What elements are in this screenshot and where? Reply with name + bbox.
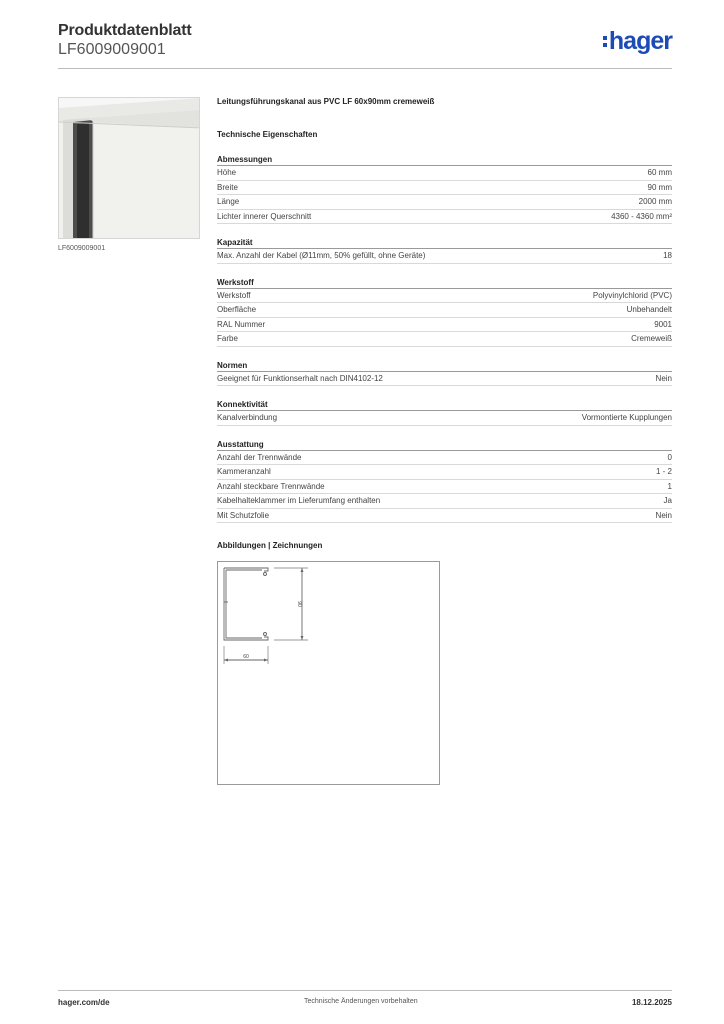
spec-row (217, 509, 672, 524)
spec-row (217, 494, 672, 509)
spec-value: Polyvinylchlorid (PVC) (592, 290, 672, 300)
footer-disclaimer: Technische Änderungen vorbehalten (304, 998, 418, 1005)
spec-section (217, 439, 672, 524)
header-divider (58, 68, 672, 69)
technical-drawing (217, 561, 440, 785)
width-dimension-label: 60 (243, 654, 249, 660)
spec-value: 60 mm (647, 168, 672, 177)
spec-row (217, 372, 672, 387)
spec-value: 9001 (654, 319, 672, 329)
logo-dots-icon (603, 34, 607, 48)
spec-value: 18 (663, 251, 672, 260)
spec-label: Oberfläche (217, 305, 257, 314)
spec-row (217, 195, 672, 210)
spec-label: Max. Anzahl der Kabel (Ø11mm, 50% gefüllt, ohne Geräte) (217, 251, 426, 260)
footer-website-link[interactable]: hager.com/de (58, 998, 110, 1007)
spec-value: Ja (663, 496, 672, 505)
height-dimension-label: 90 (296, 601, 302, 607)
spec-label: Kabelhalteklammer im Lieferumfang enthalten (217, 496, 381, 505)
image-caption: LF6009009001 (58, 245, 106, 252)
spec-row (217, 465, 672, 480)
section-title: Konnektivität (217, 399, 672, 411)
spec-value: 4360 - 4360 mm² (611, 211, 672, 221)
spec-value: 1 (667, 481, 672, 491)
spec-row (217, 411, 672, 426)
spec-label: Kanalverbindung (217, 413, 278, 422)
spec-row (217, 480, 672, 495)
section-title: Abmessungen (217, 154, 672, 166)
spec-label: Farbe (217, 334, 238, 343)
spec-row (217, 303, 672, 318)
product-image (58, 97, 200, 239)
spec-label: Kammeranzahl (217, 467, 271, 476)
spec-row (217, 318, 672, 333)
spec-section (217, 277, 672, 347)
hager-logo (603, 28, 672, 54)
spec-section (217, 399, 672, 426)
spec-value: Cremeweiß (631, 334, 672, 343)
spec-label: Länge (217, 197, 240, 206)
spec-label: Höhe (217, 168, 237, 177)
section-title: Ausstattung (217, 439, 672, 451)
cable-duct-illustration-icon (59, 98, 200, 239)
document-title: Produktdatenblatt (58, 22, 192, 39)
spec-section (217, 154, 672, 224)
spec-value: 2000 mm (638, 197, 672, 206)
spec-sections (217, 154, 672, 523)
spec-value: Nein (655, 510, 672, 520)
footer-date: 18.12.2025 (631, 998, 672, 1007)
page-header (58, 22, 672, 68)
spec-content (217, 96, 672, 523)
product-name: Leitungsführungskanal aus PVC LF 60x90mm cremeweiß (217, 97, 435, 106)
spec-row (217, 289, 672, 304)
spec-value: 1 - 2 (655, 467, 672, 476)
spec-value: Vormontierte Kupplungen (581, 413, 672, 422)
spec-label: Anzahl der Trennwände (217, 452, 302, 462)
spec-row (217, 332, 672, 347)
spec-row (217, 181, 672, 196)
spec-label: Breite (217, 182, 238, 192)
spec-row (217, 249, 672, 264)
spec-label: RAL Nummer (217, 319, 266, 329)
spec-label: Anzahl steckbare Trennwände (217, 481, 325, 491)
spec-value: Nein (655, 373, 672, 383)
spec-section (217, 237, 672, 264)
cross-section-drawing-icon (218, 562, 439, 784)
spec-label: Geeignet für Funktionserhalt nach DIN4102-12 (217, 373, 383, 383)
properties-heading: Technische Eigenschaften (217, 130, 318, 139)
section-title: Normen (217, 360, 672, 372)
section-title: Kapazität (217, 237, 672, 249)
drawings-title: Abbildungen | Zeichnungen (217, 541, 323, 550)
spec-value: 90 mm (647, 182, 672, 192)
spec-section (217, 360, 672, 387)
spec-label: Lichter innerer Querschnitt (217, 211, 312, 221)
spec-label: Mit Schutzfolie (217, 510, 270, 520)
product-number: LF6009009001 (58, 41, 166, 58)
section-title: Werkstoff (217, 277, 672, 289)
spec-value: 0 (667, 452, 672, 462)
footer-divider (58, 990, 672, 991)
spec-row (217, 451, 672, 466)
spec-value: Unbehandelt (626, 305, 672, 314)
spec-label: Werkstoff (217, 290, 251, 300)
spec-row (217, 166, 672, 181)
logo-text: hager (608, 27, 672, 55)
spec-row (217, 210, 672, 225)
